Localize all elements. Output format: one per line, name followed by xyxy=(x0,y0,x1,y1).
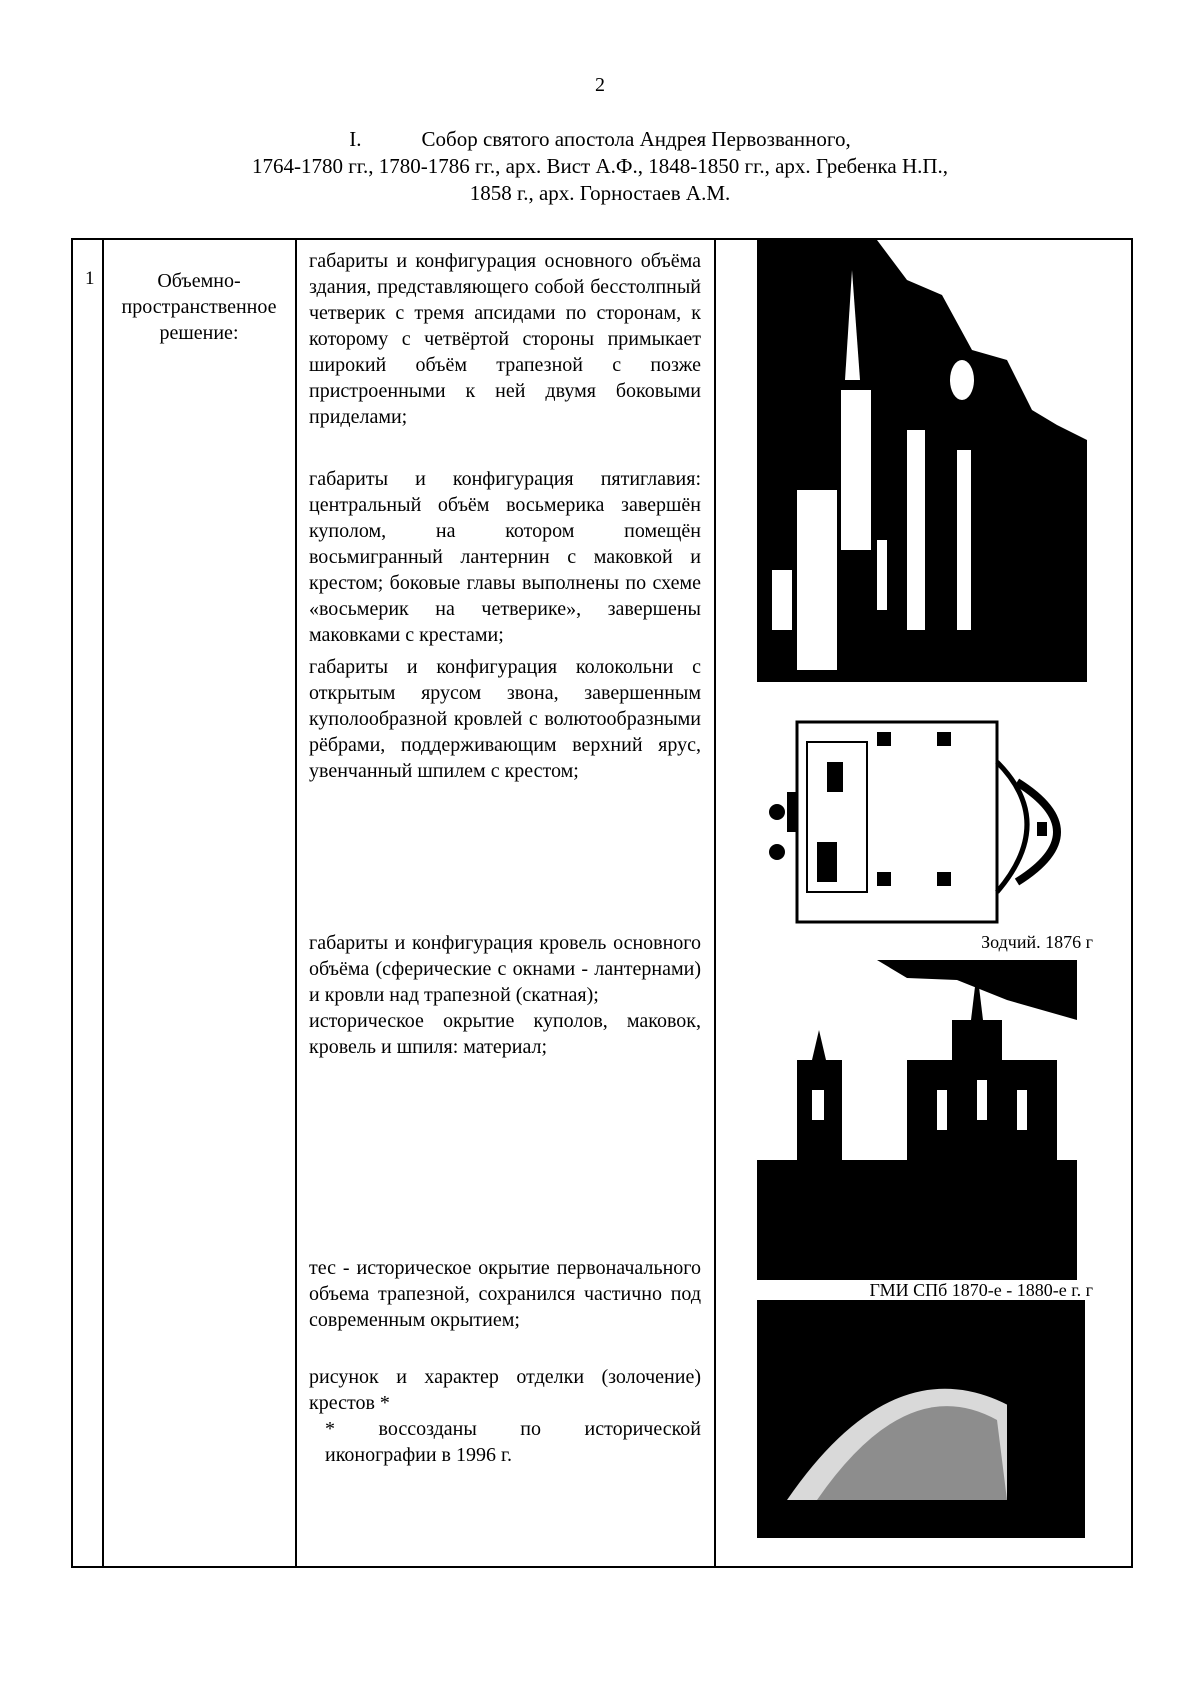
category-line: пространственное xyxy=(121,296,277,318)
paragraph-timber-roof: тес - историческое окрытие первоначального объема трапезной, сохранился частично под современным окрытием; xyxy=(309,1257,701,1331)
category-line: Объемно- xyxy=(157,270,241,292)
section-numeral: I. xyxy=(349,127,362,151)
heading-line-1 xyxy=(150,126,1050,153)
plan-caption: Зодчий. 1876 г xyxy=(981,932,1093,952)
category-line: решение: xyxy=(159,322,239,344)
heading-line-3: 1858 г., арх. Горностаев А.М. xyxy=(469,181,731,205)
archive-caption: ГМИ СПб 1870-е - 1880-е г. г xyxy=(869,1280,1093,1300)
row-number: 1 xyxy=(85,268,95,289)
table-divider-number xyxy=(102,240,104,1566)
roof-detail-photo xyxy=(757,1300,1085,1538)
paragraph-five-domes: габариты и конфигурация пятиглавия: центральный объём восьмерика завершён куполом, на котором помещён восьмигранный лантернин с маковкой и крестом; боковые главы выполнены по схеме «восьмерик на четверике», завершены маковками с крестами; xyxy=(309,468,701,646)
protection-table xyxy=(71,238,1133,1568)
paragraph-crosses: рисунок и характер отделки (золочение) крестов * * воссозданы по исторической иконографии в 1996 г. xyxy=(309,1366,701,1466)
heading-line-2: 1764-1780 гг., 1780-1786 гг., арх. Вист А.Ф., 1848-1850 гг., арх. Гребенка Н.П., xyxy=(251,154,949,178)
cathedral-floor-plan xyxy=(757,702,1097,944)
archival-photo xyxy=(757,960,1077,1280)
table-divider-text xyxy=(714,240,716,1566)
paragraph-roofs: габариты и конфигурация кровель основного объёма (сферические с окнами - лантернами) и кровли над трапезной (скатная); историческое окрытие куполов, маковок, кровель и шпиля: материал; xyxy=(309,932,701,1058)
section-heading xyxy=(150,126,1050,207)
paragraph-bell-tower: габариты и конфигурация колокольни с открытым ярусом звона, завершенным куполообразной кровлей с волютообразными рёбрами, поддерживающим верхний ярус, увенчанный шпилем с крестом; xyxy=(309,656,701,782)
category-cell xyxy=(102,268,296,346)
page-number: 2 xyxy=(595,74,605,96)
paragraph-main-volume: габариты и конфигурация основного объёма здания, представляющего собой бесстолпный четверик с тремя апсидами по сторонам, к которому с четвёртой стороны примыкает широкий объём трапезной с позже пристроенными к ней двумя боковыми приделами; xyxy=(309,250,701,428)
table-divider-category xyxy=(295,240,297,1566)
cathedral-photo xyxy=(757,240,1087,682)
heading-title: Собор святого апостола Андрея Первозванного, xyxy=(421,127,851,151)
